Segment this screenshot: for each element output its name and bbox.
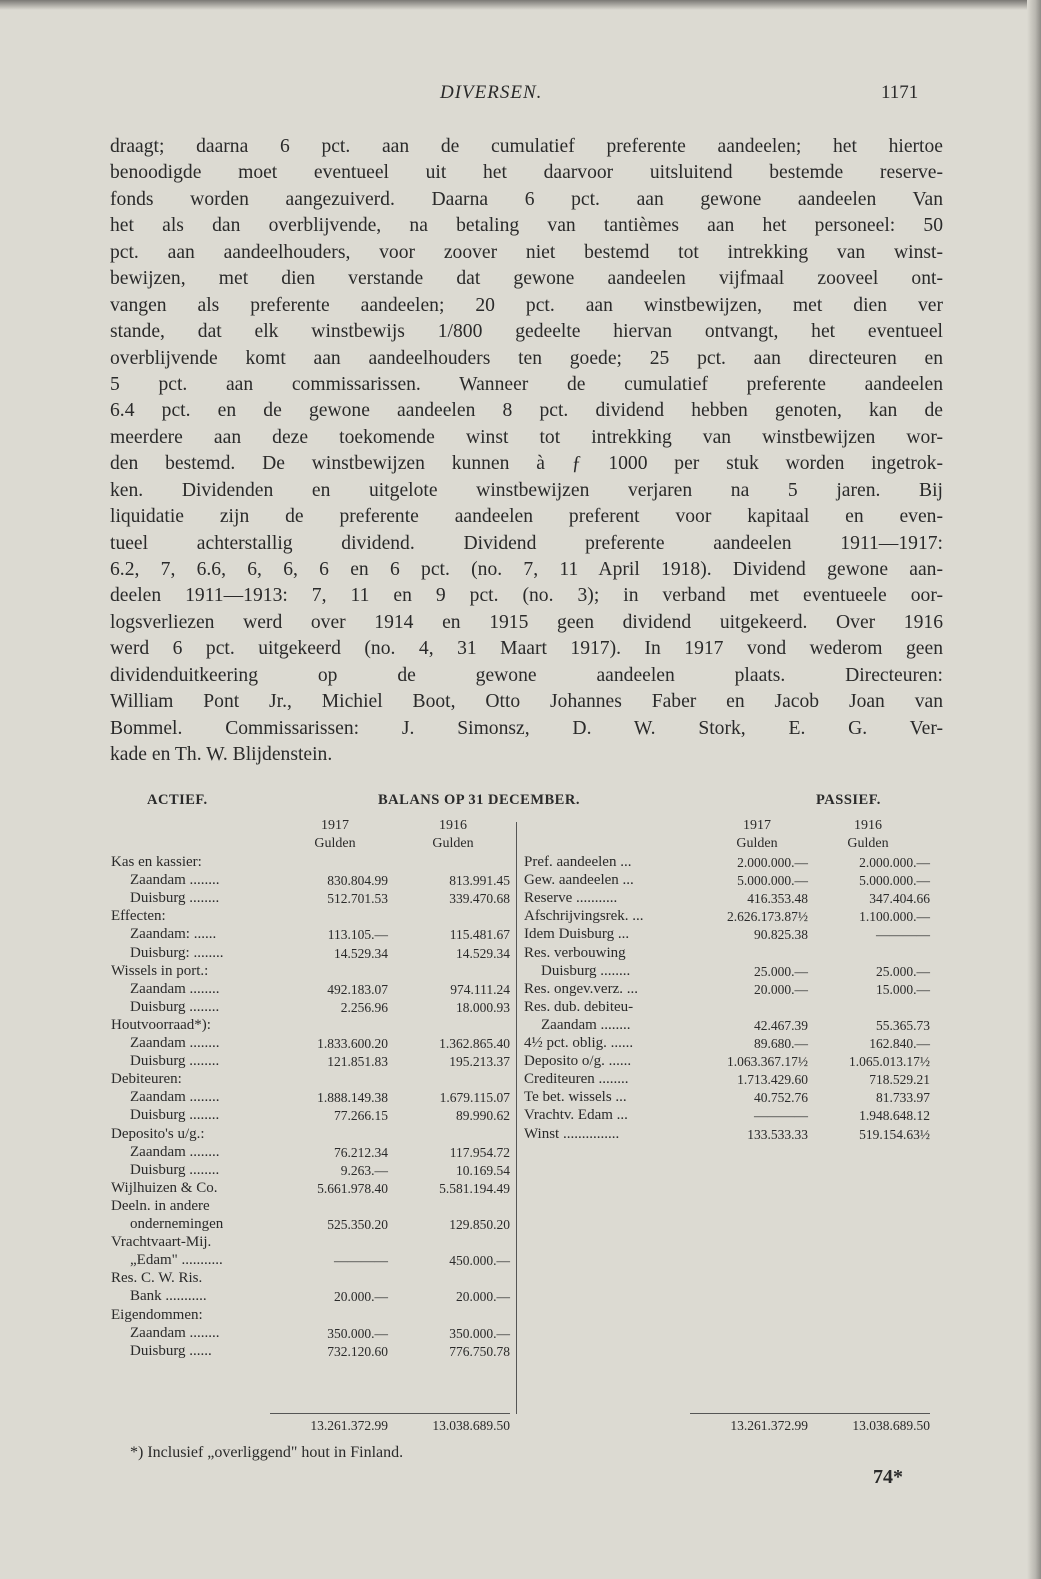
actief-row-1916: 115.481.67 (449, 927, 510, 943)
passief-row-1917: 89.680.— (754, 1036, 808, 1051)
actief-label: ACTIEF. (147, 792, 208, 808)
actief-row-label: Duisburg ........ (130, 1107, 220, 1124)
body-line: deelen 1911—1913: 7, 11 en 9 pct. (no. 3); in verband met eventueele oor- (110, 585, 943, 607)
body-line: meerdere aan deze toekomende winst tot intrekking van winstbewijzen wor- (110, 426, 943, 448)
actief-row-1917: ———— (334, 1253, 388, 1269)
actief-row-label: Bank ........... (130, 1288, 207, 1305)
center-divider (516, 822, 517, 1414)
passief-row-label: Te bet. wissels ... (524, 1089, 627, 1106)
passief-row-1916: 2.000.000.— (859, 855, 930, 870)
actief-row-1916: 813.991.45 (449, 873, 510, 889)
actief-row-1917: 1.833.600.20 (317, 1036, 388, 1051)
actief-row-label: Zaandam ........ (130, 980, 220, 997)
actief-row-1916: 117.954.72 (449, 1144, 510, 1160)
actief-row-1917: 525.350.20 (327, 1217, 388, 1232)
actief-row-1917: 2.256.96 (340, 999, 388, 1015)
actief-row-label: Duisburg ........ (130, 998, 220, 1015)
actief-row-1916: 1.679.115.07 (439, 1090, 510, 1106)
actief-row-1916: 339.470.68 (449, 891, 510, 907)
signature-mark: 74* (873, 1466, 903, 1488)
actief-row-1916: 10.169.54 (456, 1162, 510, 1178)
passief-row-1917: 2.000.000.— (737, 855, 808, 870)
passief-year-1917: 1917 (743, 818, 771, 833)
passief-row-1917: 20.000.— (754, 981, 808, 997)
passief-row-1917: 1.063.367.17½ (727, 1054, 808, 1070)
actief-row-label: Zaandam ........ (130, 1143, 220, 1160)
body-line: William Pont Jr., Michiel Boot, Otto Johannes Faber en Jacob Joan van (110, 691, 943, 713)
actief-unit-1917: Gulden (314, 836, 356, 851)
passief-row-label: Duisburg ........ (541, 962, 631, 979)
actief-row-label: Zaandam ........ (130, 1035, 220, 1051)
body-line: vangen als preferente aandeelen; 20 pct. aan winstbewijzen, met dien ver (110, 294, 943, 316)
passief-row-1916: 162.840.— (869, 1036, 930, 1051)
actief-unit-1916: Gulden (432, 836, 474, 851)
total-rule (690, 1413, 930, 1414)
actief-total-1917: 13.261.372.99 (310, 1418, 388, 1433)
passief-row-1917: 5.000.000.— (737, 873, 808, 889)
actief-row-1917: 121.851.83 (327, 1054, 388, 1070)
actief-row-label: Zaandam ........ (130, 1089, 220, 1106)
passief-row-label: Pref. aandeelen ... (524, 854, 632, 870)
actief-row-1916: 350.000.— (449, 1325, 510, 1341)
passief-unit-1917: Gulden (736, 836, 778, 851)
actief-row-label: Res. C. W. Ris. (111, 1270, 203, 1287)
actief-row-label: Houtvoorraad*): (111, 1016, 211, 1033)
passief-unit-1916: Gulden (847, 836, 889, 851)
actief-row-1916: 1.362.865.40 (439, 1036, 510, 1051)
body-line: overblijvende komt aan aandeelhouders ten goede; 25 pct. aan directeuren en (110, 347, 943, 369)
actief-row-1917: 20.000.— (334, 1289, 388, 1305)
body-line: benoodigde moet eventueel uit het daarvoor uitsluitend bestemde reserve- (110, 162, 943, 184)
body-line: liquidatie zijn de preferente aandeelen preferent voor kapitaal en even- (110, 506, 943, 528)
passief-row-1916: 25.000.— (876, 963, 930, 979)
passief-row-1917: 133.533.33 (747, 1126, 808, 1142)
body-line: fonds worden aangezuiverd. Daarna 6 pct. aan gewone aandeelen Van (110, 188, 943, 210)
body-line: dividenduitkeering op de gewone aandeelen plaats. Directeuren: (110, 664, 943, 686)
actief-row-1917: 1.888.149.38 (317, 1090, 388, 1106)
actief-row-label: Debiteuren: (111, 1071, 182, 1088)
actief-row-1916: 450.000.— (449, 1253, 510, 1269)
actief-row-1916: 974.111.24 (450, 981, 510, 997)
actief-row-1917: 9.263.— (340, 1162, 388, 1178)
page-right-edge (1027, 0, 1041, 1579)
actief-row-1916: 14.529.34 (456, 945, 510, 961)
actief-row-1916: 18.000.93 (456, 999, 510, 1015)
actief-row-label: Zaandam: ...... (130, 926, 217, 943)
actief-row-label: Vrachtvaart-Mij. (111, 1234, 212, 1251)
passief-row-1916: 5.000.000.— (859, 873, 930, 889)
passief-row-1916: 15.000.— (876, 981, 930, 997)
passief-row-label: Zaandam ........ (541, 1016, 631, 1033)
actief-row-label: „Edam" ........... (130, 1252, 223, 1269)
passief-row-label: Reserve ........... (524, 890, 618, 907)
body-line: werd 6 pct. uitgekeerd (no. 4, 31 Maart 1917). In 1917 vond wederom geen (110, 638, 943, 660)
passief-total-1916: 13.038.689.50 (852, 1418, 930, 1433)
actief-row-1916: 89.990.62 (456, 1108, 510, 1124)
passief-row-label: Afschrijvingsrek. ... (524, 908, 644, 925)
passief-row-1917: 2.626.173.87½ (727, 909, 808, 925)
body-line: Bommel. Commissarissen: J. Simonsz, D. W. Stork, E. G. Ver- (110, 717, 943, 739)
actief-row-label: Deeln. in andere (111, 1197, 210, 1214)
page-top-edge (0, 0, 1041, 10)
body-line: draagt; daarna 6 pct. aan de cumulatief preferente aandeelen; het hiertoe (110, 136, 943, 157)
balance-title: BALANS OP 31 DECEMBER. (378, 792, 580, 808)
actief-row-1917: 14.529.34 (334, 945, 388, 961)
actief-row-label: Zaandam ........ (130, 1324, 220, 1341)
passief-row-label: Res. dub. debiteu- (524, 998, 634, 1015)
body-line: bewijzen, met dien verstande dat gewone aandeelen vijfmaal zooveel ont- (110, 268, 943, 290)
passief-row-1916: 1.948.648.12 (859, 1108, 930, 1124)
actief-row-1917: 5.661.978.40 (317, 1180, 388, 1196)
passief-row-label: Deposito o/g. ...... (524, 1053, 632, 1070)
total-rule (270, 1413, 510, 1414)
body-line: kade en Th. W. Blijdenstein. (110, 744, 333, 766)
actief-row-label: Eigendommen: (111, 1306, 203, 1323)
actief-row-label: Kas en kassier: (111, 854, 202, 870)
passief-label: PASSIEF. (816, 792, 881, 808)
passief-row-label: Res. verbouwing (524, 944, 626, 961)
actief-row-label: Duisburg ........ (130, 1053, 220, 1070)
passief-row-1917: 90.825.38 (754, 927, 808, 943)
footnote: *) Inclusief „overliggend" hout in Finland. (130, 1444, 404, 1461)
body-line: 6.4 pct. en de gewone aandeelen 8 pct. dividend hebben genoten, kan de (110, 400, 943, 422)
passief-row-1916: 519.154.63½ (859, 1126, 930, 1142)
actief-row-label: Deposito's u/g.: (111, 1125, 205, 1142)
passief-row-label: Idem Duisburg ... (524, 926, 630, 943)
passief-row-1917: 40.752.76 (754, 1090, 808, 1106)
actief-year-1917: 1917 (321, 818, 349, 833)
actief-row-1917: 77.266.15 (334, 1108, 388, 1124)
passief-row-1917: 42.467.39 (754, 1017, 808, 1033)
actief-row-label: Effecten: (111, 908, 166, 925)
passief-row-1916: 1.100.000.— (859, 909, 930, 925)
passief-row-label: Winst ............... (524, 1125, 620, 1142)
passief-row-label: Crediteuren ........ (524, 1071, 629, 1088)
passief-row-1917: 25.000.— (754, 963, 808, 979)
page-number: 1171 (881, 82, 919, 103)
actief-row-1917: 350.000.— (327, 1325, 388, 1341)
body-line: stande, dat elk winstbewijs 1/800 gedeelte hiervan ontvangt, het eventueel (110, 321, 943, 343)
actief-row-label: Zaandam ........ (130, 872, 220, 889)
actief-row-label: Duisburg ........ (130, 890, 220, 907)
passief-row-1916: 718.529.21 (869, 1072, 930, 1088)
actief-row-1916: 129.850.20 (449, 1217, 510, 1232)
actief-row-1916: 5.581.194.49 (439, 1180, 510, 1196)
passief-row-1917: 416.353.48 (747, 891, 808, 907)
body-line: pct. aan aandeelhouders, voor zoover niet bestemd tot intrekking van winst- (110, 241, 943, 263)
passief-row-label: Res. ongev.verz. ... (524, 980, 638, 997)
running-head: DIVERSEN. (440, 82, 543, 103)
actief-row-label: Duisburg: ........ (130, 944, 224, 961)
body-line: 6.2, 7, 6.6, 6, 6, 6 en 6 pct. (no. 7, 11 April 1918). Dividend gewone aan- (110, 559, 943, 580)
passief-row-1916: 1.065.013.17½ (849, 1054, 930, 1070)
body-line: den bestemd. De winstbewijzen kunnen à ƒ 1000 per stuk worden ingetrok- (110, 453, 943, 475)
actief-row-1917: 512.701.53 (327, 891, 388, 907)
actief-year-1916: 1916 (439, 818, 467, 833)
actief-row-1917: 830.804.99 (327, 873, 388, 889)
passief-row-1916: 347.404.66 (869, 891, 930, 907)
passief-total-1917: 13.261.372.99 (730, 1418, 808, 1433)
body-line: het als dan overblijvende, na betaling van tantièmes aan het personeel: 50 (110, 215, 943, 237)
actief-row-1917: 732.120.60 (327, 1343, 388, 1359)
actief-row-1916: 195.213.37 (449, 1054, 510, 1070)
body-line: 5 pct. aan commissarissen. Wanneer de cumulatief preferente aandeelen (110, 373, 943, 395)
actief-row-1917: 113.105.— (327, 927, 388, 943)
actief-row-1916: 20.000.— (456, 1289, 510, 1305)
actief-row-label: Wijlhuizen & Co. (111, 1179, 218, 1196)
actief-row-1917: 76.212.34 (334, 1144, 388, 1160)
passief-row-1917: 1.713.429.60 (737, 1072, 808, 1088)
actief-total-1916: 13.038.689.50 (432, 1418, 510, 1433)
passief-row-label: Vrachtv. Edam ... (524, 1107, 628, 1124)
passief-row-1916: 55.365.73 (876, 1017, 930, 1033)
passief-row-1916: 81.733.97 (876, 1090, 930, 1106)
body-line: tueel achterstallig dividend. Dividend preferente aandeelen 1911—1917: (110, 532, 943, 554)
passief-row-1916: ———— (876, 927, 930, 943)
actief-row-label: Duisburg ........ (130, 1161, 220, 1178)
passief-row-label: 4½ pct. oblig. ...... (524, 1035, 634, 1051)
actief-row-1916: 776.750.78 (449, 1343, 510, 1359)
passief-year-1916: 1916 (854, 818, 882, 833)
body-line: ken. Dividenden en uitgelote winstbewijzen verjaren na 5 jaren. Bij (110, 479, 943, 501)
actief-row-label: Wissels in port.: (111, 962, 209, 979)
body-text (110, 134, 943, 769)
actief-row-1917: 492.183.07 (327, 981, 388, 997)
passief-row-1917: ———— (754, 1108, 808, 1124)
actief-row-label: ondernemingen (130, 1216, 224, 1232)
body-line: logsverliezen werd over 1914 en 1915 geen dividend uitgekeerd. Over 1916 (110, 611, 943, 633)
actief-row-label: Duisburg ...... (130, 1342, 212, 1359)
passief-row-label: Gew. aandeelen ... (524, 872, 634, 889)
